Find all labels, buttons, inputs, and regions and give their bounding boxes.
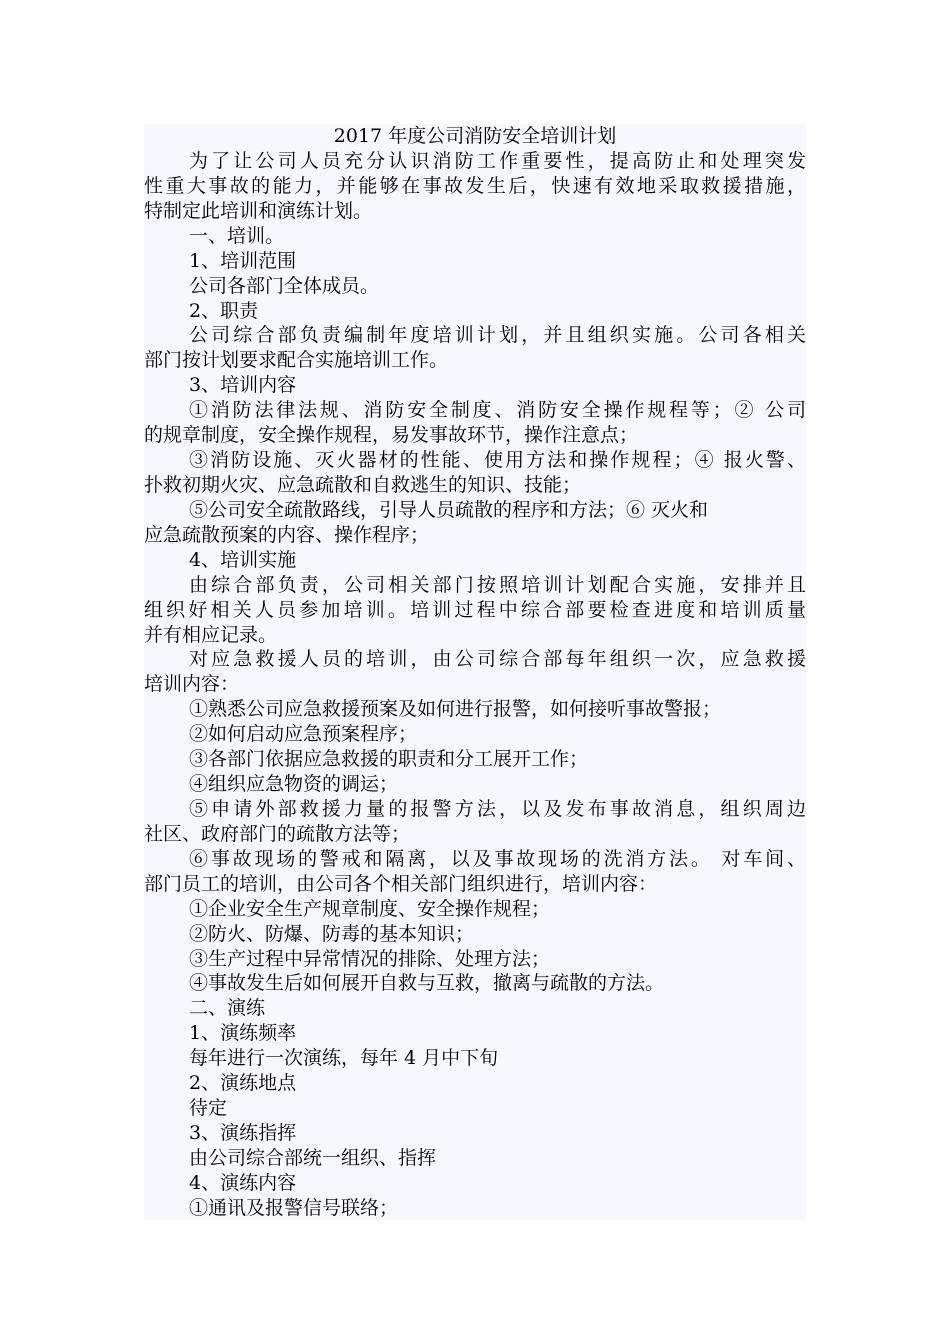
- list-item-line: ③各部门依据应急救援的职责和分工展开工作；: [189, 748, 589, 771]
- list-item-line: 的规章制度，安全操作规程，易发事故环节，操作注意点；: [144, 424, 639, 447]
- section-heading: 二、演练: [189, 997, 266, 1020]
- subsection-heading: 3、培训内容: [189, 374, 297, 397]
- paragraph-line: 公司综合部负责编制年度培训计划，并且组织实施。公司各相关: [189, 324, 806, 347]
- subsection-heading: 2、演练地点: [189, 1072, 297, 1095]
- list-item-line: ①通讯及报警信号联络；: [189, 1196, 399, 1219]
- list-item-line: 社区、政府部门的疏散方法等；: [144, 822, 411, 845]
- paragraph-line: 对应急救援人员的培训，由公司综合部每年组织一次，应急救援: [189, 648, 806, 671]
- document-title: 2017 年度公司消防安全培训计划: [333, 125, 617, 147]
- list-item-line: 扑救初期火灾、应急疏散和自救逃生的知识、技能；: [144, 473, 582, 496]
- list-item-line: ③消防设施、灭火器材的性能、使用方法和操作规程；④ 报火警、: [189, 449, 806, 472]
- subsection-heading: 3、演练指挥: [189, 1121, 297, 1144]
- paragraph-line: 特制定此培训和演练计划。: [144, 199, 373, 222]
- subsection-heading: 1、演练频率: [189, 1022, 297, 1045]
- paragraph-line: 组织好相关人员参加培训。培训过程中综合部要检查进度和培训质量: [144, 598, 806, 621]
- paragraph-line: 培训内容：: [144, 673, 240, 696]
- list-item-line: ④组织应急物资的调运；: [189, 773, 399, 796]
- document-block: [144, 124, 806, 1220]
- paragraph-line: 由综合部负责，公司相关部门按照培训计划配合实施，安排并且: [189, 573, 806, 596]
- paragraph-line: 部门按计划要求配合实施培训工作。: [144, 349, 449, 372]
- list-item-line: ⑤申请外部救援力量的报警方法，以及发布事故消息，组织周边: [189, 797, 806, 820]
- paragraph-line: 由公司综合部统一组织、指挥: [189, 1146, 437, 1169]
- list-item-line: ③生产过程中异常情况的排除、处理方法；: [189, 947, 551, 970]
- paragraph-line: 并有相应记录。: [144, 623, 278, 646]
- document-body: [144, 149, 806, 1221]
- list-item-line: ②如何启动应急预案程序；: [189, 723, 418, 746]
- paragraph-line: 待定: [189, 1097, 228, 1120]
- paragraph-line: 性重大事故的能力，并能够在事故发生后，快速有效地采取救援措施，: [144, 174, 806, 197]
- section-heading: 一、培训。: [189, 224, 285, 247]
- subsection-heading: 1、培训范围: [189, 249, 297, 272]
- paragraph-line: 公司各部门全体成员。: [189, 274, 380, 297]
- list-item-line: ①企业安全生产规章制度、安全操作规程；: [189, 897, 551, 920]
- subsection-heading: 4、培训实施: [189, 548, 297, 571]
- paragraph-line: 部门员工的培训，由公司各个相关部门组织进行，培训内容：: [144, 872, 658, 895]
- list-item-line: ①熟悉公司应急救援预案及如何进行报警，如何接听事故警报；: [189, 698, 722, 721]
- list-item-line: ①消防法律法规、消防安全制度、消防安全操作规程等；② 公司: [189, 399, 806, 422]
- list-item-line: ⑤公司安全疏散路线，引导人员疏散的程序和方法；⑥ 灭火和: [189, 498, 709, 521]
- list-item-line: ②防火、防爆、防毒的基本知识；: [189, 922, 475, 945]
- list-item-line: ④事故发生后如何展开自救与互救，撤离与疏散的方法。: [189, 972, 665, 995]
- list-item-line: 应急疏散预案的内容、操作程序；: [144, 523, 430, 546]
- subsection-heading: 2、职责: [189, 299, 259, 322]
- paragraph-line: 为了让公司人员充分认识消防工作重要性，提高防止和处理突发: [189, 150, 806, 172]
- list-item-line: ⑥事故现场的警戒和隔离，以及事故现场的洗消方法。 对车间、: [189, 847, 806, 870]
- subsection-heading: 4、演练内容: [189, 1171, 297, 1194]
- paragraph-line: 每年进行一次演练，每年 4 月中下旬: [189, 1047, 499, 1070]
